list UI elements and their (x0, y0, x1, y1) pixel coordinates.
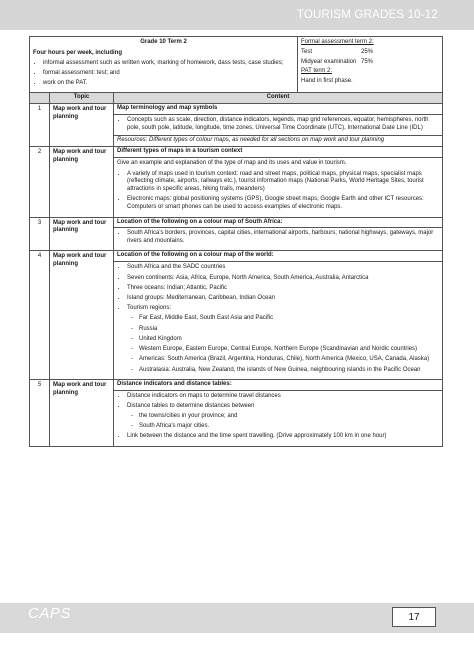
list-item: • work on the PAT. (43, 80, 294, 88)
sub-list-item: - United Kingdom (139, 336, 439, 344)
row-topic: Map work and tour planning (50, 251, 114, 380)
row-paragraph: Give an example and explanation of the type of map and its uses and value in tourism. (117, 159, 347, 166)
table-row (30, 146, 443, 217)
row-heading: Distance indicators and distance tables: (114, 380, 442, 391)
formal-value: 75% (361, 58, 374, 65)
row-topic: Map work and tour planning (50, 380, 114, 447)
list-item: • Three oceans: Indian; Atlantic, Pacific (127, 285, 439, 293)
list-item: • informal assessment such as written work, marking of homework, dass tests, case studies; (43, 60, 294, 68)
sub-list-item: - Far East, Middle East, South East Asia and Pacific (139, 315, 439, 323)
list-item: • formal assessment: test; and (43, 70, 294, 78)
list-item: • Link between the distance and the time spent travelling. (Drive approximately 100 km in one hour) (127, 433, 439, 441)
page-number: 17 (392, 607, 436, 627)
table-row (30, 217, 443, 251)
list-item: • Distance indicators on maps to determine travel distances (127, 393, 439, 401)
list-item-label: Tourism regions: (127, 305, 172, 312)
term-title: Grade 10 Term 2 (140, 39, 187, 45)
list-item-label: Distance tables to determine distances between (127, 403, 255, 410)
list-item: • A variety of maps used in tourism context: road and street maps, political maps, physical maps, specialist maps (reflecting climate, airports, railways etc.), tourist information maps (National Parks, World Heritage Sites, tourist attractions in specific areas, hiking trails, meanders) (127, 171, 439, 194)
pat-text: Hand in first phase. (301, 78, 353, 85)
row-topic: Map work and tour planning (50, 217, 114, 251)
row-content (114, 251, 443, 380)
table-row (30, 251, 443, 380)
column-header-row (30, 93, 443, 104)
sub-list-item: - Australasia: Australia, New Zealand, the islands of New Guinea, neighbouring islands in the Pacific Ocean (139, 367, 439, 375)
column-header-number (30, 93, 50, 104)
row-heading: Location of the following on a colour map of South Africa: (114, 218, 442, 229)
row-number: 3 (30, 217, 50, 251)
intro-left (30, 37, 298, 93)
footer-caps-label: CAPS (28, 605, 71, 622)
list-item (127, 403, 439, 431)
row-number: 1 (30, 104, 50, 147)
row-heading: Location of the following on a colour map of the world: (114, 251, 442, 262)
row-heading: Map terminology and map symbols (114, 104, 442, 115)
formal-assessment-title: Formal assessment term 2: (301, 39, 374, 45)
row-content (114, 146, 443, 217)
list-item: • South Africa's borders, provinces, capital cities, international airports, harbours, national highways, gateways, major rivers and mountains. (127, 230, 439, 246)
row-content (114, 104, 443, 147)
table-row (30, 380, 443, 447)
list-item: • South Africa and the SADC countries (127, 264, 439, 272)
row-content (114, 217, 443, 251)
row-heading: Different types of maps in a tourism context (114, 147, 442, 158)
hours-list (33, 60, 294, 88)
row-number: 2 (30, 146, 50, 217)
sub-list-item: - Americas: South America (Brazil, Argentina, Honduras, Chile), North America (Mexico, USA, Canada, Alaska) (139, 356, 439, 364)
formal-label: Test (301, 48, 313, 55)
sub-list-item: - Russia (139, 326, 439, 334)
list-item (127, 305, 439, 374)
row-number: 5 (30, 380, 50, 447)
row-topic: Map work and tour planning (50, 104, 114, 147)
formal-value: 25% (361, 48, 374, 55)
row-number: 4 (30, 251, 50, 380)
list-item: • Island groups: Mediterranean, Caribbean, Indian Ocean (127, 295, 439, 303)
list-item: • Concepts such as scale, direction, distance indicators, legends, map grid references, equator, hemispheres, north pole, south pole, latitude, longitude, time zones, Universal Time Coordinate (UTC), International Date Line (IDL) (127, 117, 439, 133)
sub-list-item: - South Africa's major cities. (139, 423, 439, 431)
column-header-content: Content (114, 93, 443, 104)
sub-list-item: - Western Europe, Eastern Europe, Central Europe, Northern Europe (Scandinavian and Nordic countries) (139, 346, 439, 354)
intro-row (30, 37, 443, 93)
formal-row (301, 59, 439, 67)
document-title: TOURISM GRADES 10-12 (296, 9, 438, 21)
list-item: • Electronic maps: global positioning systems (GPS), Google street maps, Google Earth and other ICT resources: Computers or smart phones can be used to access examples of electronic maps. (127, 196, 439, 212)
formal-row (301, 49, 439, 57)
resources-note: Resources: Different types of colour maps, as needed for all sections on map work and tour planning (114, 135, 442, 146)
row-topic: Map work and tour planning (50, 146, 114, 217)
table-row (30, 104, 443, 147)
intro-right (298, 37, 443, 93)
column-header-topic: Topic (50, 93, 114, 104)
row-content (114, 380, 443, 447)
sub-list-item: - the towns/cities in your province; and (139, 413, 439, 421)
hours-title: Four hours per week, including (33, 49, 123, 56)
list-item: • Seven continents: Asia, Africa, Europe, North America, South America, Australia, Antarctica (127, 275, 439, 283)
pat-title: PAT term 2: (301, 68, 333, 75)
formal-label: Midyear examination (301, 58, 357, 65)
curriculum-table (29, 36, 443, 447)
